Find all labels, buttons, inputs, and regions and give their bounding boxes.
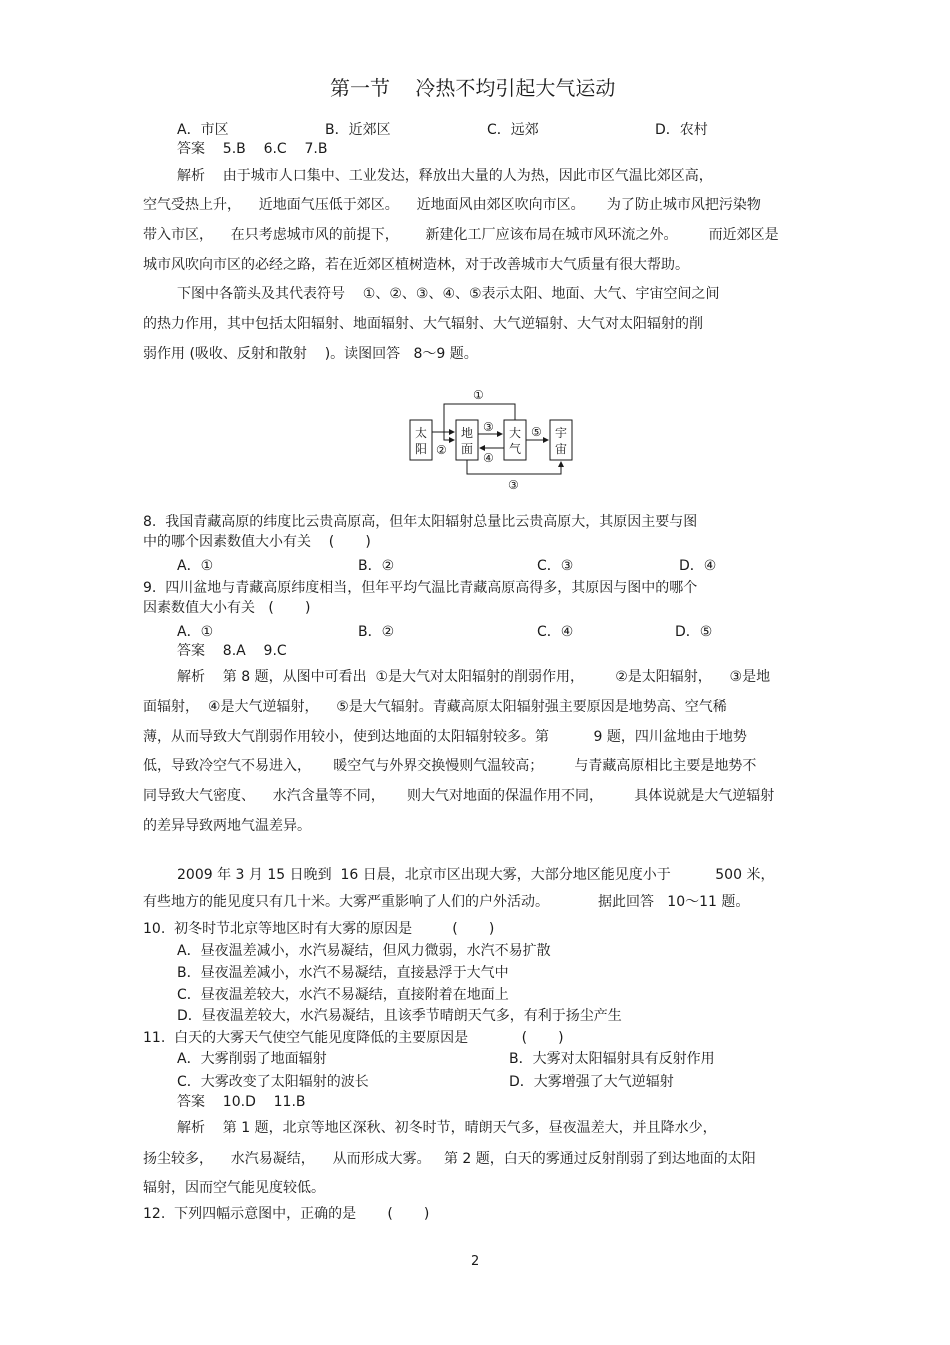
question-8-stem: 中的哪个因素数值大小有关 ( ): [143, 534, 371, 550]
label-4: ④: [483, 451, 494, 465]
question-10-stem: 10. 初冬时节北京等地区时有大雾的原因是 ( ): [143, 921, 495, 937]
question-9-stem: 9. 四川盆地与青藏高原纬度相当，但年平均气温比青藏高原高得多，其原因与图中的哪个: [143, 580, 698, 596]
option-d: D．大雾增强了大气逆辐射: [509, 1074, 674, 1090]
heat-flow-diagram: [402, 382, 582, 494]
analysis-line: 解析 第 1 题，北京等地区深秋、初冬时节，晴朗天气多，昼夜温差大，并且降水少，: [177, 1120, 717, 1136]
option-a: A．①: [177, 624, 214, 640]
option-b: B．昼夜温差减小，水汽不易凝结，直接悬浮于大气中: [177, 965, 509, 981]
intro-line: 弱作用 (吸收、反射和散射 )。读图回答 8～9 题。: [143, 346, 478, 362]
analysis-line: 扬尘较多， 水汽易凝结， 从而形成大雾。 第 2 题，白天的雾通过反射削弱了到达地面的太阳: [143, 1151, 756, 1167]
box-sun-label: 阳: [415, 442, 428, 456]
option-b: B．近郊区: [325, 122, 391, 138]
answer-10-11: 答案 10.D 11.B: [177, 1094, 306, 1110]
box-space-label: 宙: [555, 442, 568, 456]
analysis-line: 辐射，因而空气能见度较低。: [143, 1180, 325, 1196]
analysis-line: 城市风吹向市区的必经之路，若在近郊区植树造林，对于改善城市大气质量有很大帮助。: [143, 257, 689, 273]
label-3-bottom: ③: [508, 478, 519, 492]
arrow-3-bottom: [467, 460, 561, 474]
box-sun-label: 太: [415, 426, 428, 440]
analysis-line: 同导致大气密度、 水汽含量等不同， 则大气对地面的保温作用不同， 具体说就是大气逆辐射: [143, 788, 775, 804]
page-number: 2: [471, 1254, 480, 1269]
option-b: B．②: [358, 624, 395, 640]
question-9-stem: 因素数值大小有关 ( ): [143, 600, 311, 616]
intro-line: 的热力作用，其中包括太阳辐射、地面辐射、大气辐射、大气逆辐射、大气对太阳辐射的削: [143, 316, 703, 332]
intro-line: 下图中各箭头及其代表符号 ①、②、③、④、⑤表示太阳、地面、大气、宇宙空间之间: [177, 286, 720, 302]
option-c: C．昼夜温差较大，水汽不易凝结，直接附着在地面上: [177, 987, 509, 1003]
label-5: ⑤: [531, 425, 542, 439]
analysis-line: 低，导致冷空气不易进入， 暖空气与外界交换慢则气温较高； 与青藏高原相比主要是地势不: [143, 758, 757, 774]
option-c: C．远郊: [487, 122, 539, 138]
answer-8-9: 答案 8.A 9.C: [177, 643, 287, 659]
option-d: D．④: [679, 558, 717, 574]
analysis-line: 解析 由于城市人口集中、工业发达，释放出大量的人为热，因此市区气温比郊区高，: [177, 168, 713, 184]
option-b: B．大雾对太阳辐射具有反射作用: [509, 1051, 715, 1067]
analysis-line: 空气受热上升， 近地面气压低于郊区。 近地面风由郊区吹向市区。 为了防止城市风把污染物: [143, 197, 761, 213]
box-ground-label: 面: [461, 442, 474, 456]
option-d: D．昼夜温差较大，水汽易凝结，且该季节晴朗天气多，有利于扬尘产生: [177, 1008, 622, 1024]
option-c: C．③: [537, 558, 574, 574]
option-d: D．⑤: [675, 624, 713, 640]
answer-5-7: 答案 5.B 6.C 7.B: [177, 141, 328, 157]
analysis-line: 薄，从而导致大气削弱作用较小，使到达地面的太阳辐射较多。第 9 题，四川盆地由于地势: [143, 729, 747, 745]
question-8-stem: 8. 我国青藏高原的纬度比云贵高原高，但年太阳辐射总量比云贵高原大，其原因主要与图: [143, 514, 698, 530]
intro-line: 有些地方的能见度只有几十米。大雾严重影响了人们的户外活动。 据此回答 10～11 题。: [143, 894, 750, 910]
option-a: A．①: [177, 558, 214, 574]
option-a: A．大雾削弱了地面辐射: [177, 1051, 327, 1067]
question-11-stem: 11. 白天的大雾天气使空气能见度降低的主要原因是 ( ): [143, 1030, 564, 1046]
intro-line: 2009 年 3 月 15 日晚到 16 日晨，北京市区出现大雾，大部分地区能见度小于 500 米，: [177, 867, 775, 883]
option-d: D．农村: [655, 122, 708, 138]
box-atmosphere-label: 气: [509, 442, 522, 456]
question-12-stem: 12. 下列四幅示意图中，正确的是 ( ): [143, 1206, 430, 1222]
label-2: ②: [436, 443, 447, 457]
option-b: B．②: [358, 558, 395, 574]
label-3: ③: [483, 420, 494, 434]
option-c: C．大雾改变了太阳辐射的波长: [177, 1074, 369, 1090]
box-atmosphere-label: 大: [509, 426, 522, 440]
option-c: C．④: [537, 624, 574, 640]
option-a: A．昼夜温差减小，水汽易凝结，但风力微弱，水汽不易扩散: [177, 943, 551, 959]
box-space-label: 宇: [555, 426, 568, 440]
page-title: 第一节 冷热不均引起大气运动: [330, 76, 616, 100]
box-ground-label: 地: [461, 426, 474, 440]
analysis-line: 解析 第 8 题，从图中可看出 ①是大气对太阳辐射的削弱作用， ②是太阳辐射， ③是地: [177, 669, 771, 685]
option-a: A．市区: [177, 122, 229, 138]
analysis-line: 的差异导致两地气温差异。: [143, 818, 311, 834]
analysis-line: 面辐射， ④是大气逆辐射， ⑤是大气辐射。青藏高原太阳辐射强主要原因是地势高、空气稀: [143, 699, 727, 715]
label-1: ①: [473, 388, 484, 402]
analysis-line: 带入市区， 在只考虑城市风的前提下， 新建化工厂应该布局在城市风环流之外。 而近郊区是: [143, 227, 779, 243]
